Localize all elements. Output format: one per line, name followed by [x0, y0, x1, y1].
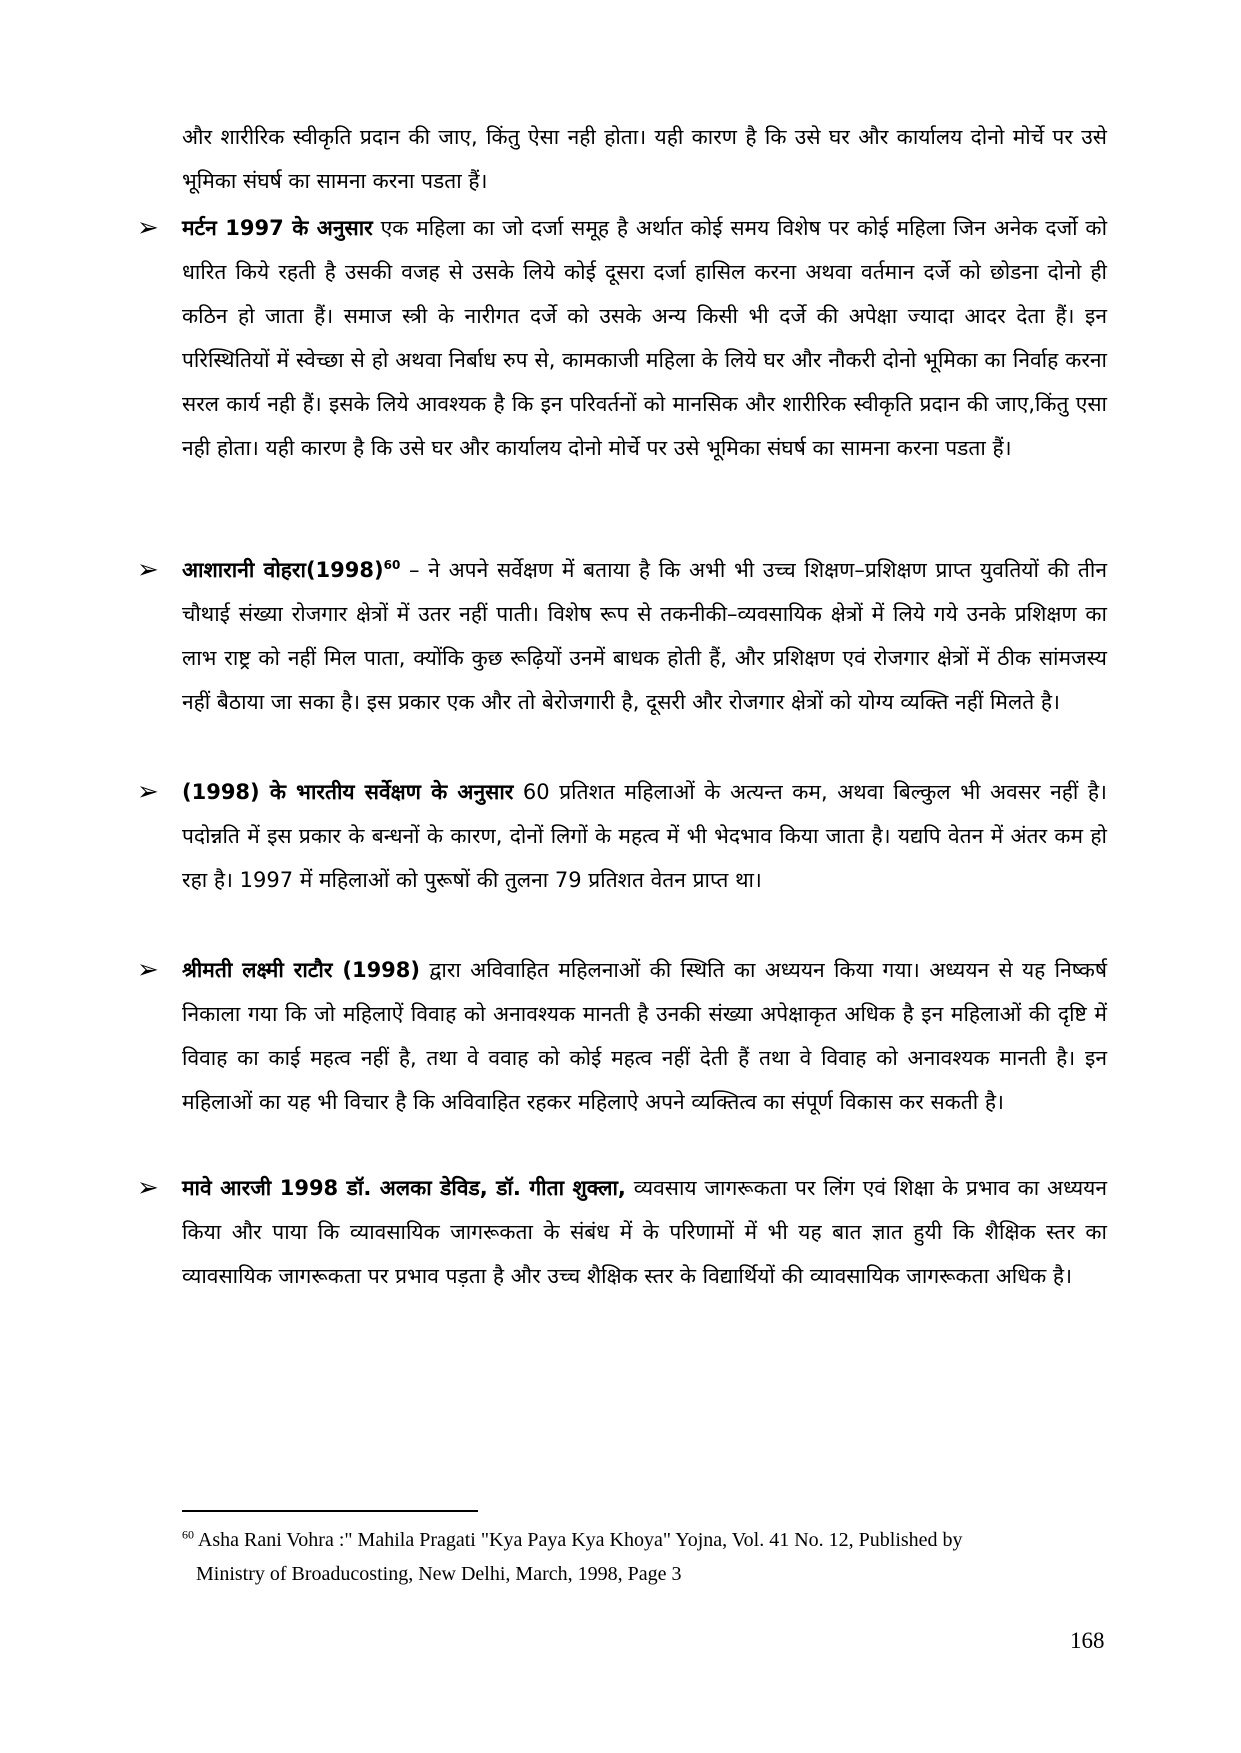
bullet-text: – ने अपने सर्वेक्षण में बताया है कि अभी भी उच्च शिक्षण–प्रशिक्षण प्राप्त युवतियों की तीन चौथाई संख्या रोजगार क्षेत्रों में उतर नहीं पाती। विशेष रूप से तकनीकी–व्यवसायिक क्षेत्रों में लिये गये उनके प्रशिक्षण का लाभ राष्ट्र को नहीं मिल पाता, क्योंकि कुछ रूढ़ियों उनमें बाधक होती हैं, और प्रशिक्षण एवं रोजगार क्षेत्रों में ठीक सांमजस्य नहीं बैठाया जा सका है। इस प्रकार एक और तो बेरोजगारी है, दूसरी और रोजगार क्षेत्रों को योग्य व्यक्ति नहीं मिलते है। [182, 558, 1107, 714]
bullet-text: व्यवसाय जागरूकता पर लिंग एवं शिक्षा के प्रभाव का अध्ययन किया और पाया कि व्यावसायिक जागरूकता के संबंध में के परिणामों में भी यह बात ज्ञात हुयी कि शैक्षिक स्तर का व्यावसायिक जागरूकता पर प्रभाव पड़ता है और उच्च शैक्षिक स्तर के विद्यार्थियों की व्यावसायिक जागरूकता अधिक है। [182, 1176, 1107, 1288]
footnote [182, 1523, 1107, 1591]
bullet-merton [137, 206, 1107, 470]
arrow-bullet-icon: ➢ [137, 1173, 159, 1203]
bullet-lead: श्रीमती लक्ष्मी राटौर (1998) [182, 958, 420, 982]
footnote-line-1: Asha Rani Vohra :" Mahila Pragati "Kya Paya Kya Khoya" Yojna, Vol. 41 No. 12, Published by [197, 1529, 963, 1551]
arrow-bullet-icon: ➢ [137, 213, 159, 243]
bullet-lead: आशारानी वोहरा(1998) [182, 558, 384, 582]
footnote-reference: 60 [383, 558, 401, 572]
footnote-line-2: Ministry of Broaducosting, New Delhi, March, 1998, Page 3 [196, 1563, 682, 1585]
bullet-text: 60 प्रतिशत महिलाओं के अत्यन्त कम, अथवा बिल्कुल भी अवसर नहीं है। पदोन्नति में इस प्रकार के बन्धनों के कारण, दोनों लिगों के महत्व में भी भेदभाव किया जाता है। यद्यपि वेतन में अंतर कम हो रहा है। 1997 में महिलाओं को पुरूषों की तुलना 79 प्रतिशत वेतन प्राप्त था। [182, 780, 1107, 892]
bullet-lead: मावे आरजी 1998 डॉ. अलका डेविड, डॉ. गीता शुक्ला, [182, 1176, 626, 1200]
bullet-lead: मर्टन 1997 के अनुसार [182, 216, 373, 240]
arrow-bullet-icon: ➢ [137, 955, 159, 985]
intro-paragraph: और शारीरिक स्वीकृति प्रदान की जाए, किंतु ऐसा नही होता। यही कारण है कि उसे घर और कार्यालय दोनो मोर्चे पर उसे भूमिका संघर्ष का सामना करना पडता हैं। [182, 125, 1107, 193]
bullet-rathore [137, 948, 1107, 1124]
bullet-text: एक महिला का जो दर्जा समूह है अर्थात कोई समय विशेष पर कोई महिला जिन अनेक दर्जो को धारित किये रहती है उसकी वजह से उसके लिये कोई दूसरा दर्जा हासिल करना अथवा वर्तमान दर्जे को छोडना दोनो ही कठिन हो जाता हैं। समाज स्त्री के नारीगत दर्जे को उसके अन्य किसी भी दर्जे की अपेक्षा ज्यादा आदर देता हैं। इन परिस्थितियों में स्वेच्छा से हो अथवा निर्बाध रुप से, कामकाजी महिला के लिये घर और नौकरी दोनो भूमिका का निर्वाह करना सरल कार्य नही हैं। इसके लिये आवश्यक है कि इन परिवर्तनों को मानसिक और शारीरिक स्वीकृति प्रदान की जाए,किंतु एसा नही होता। यही कारण है कि उसे घर और कार्यालय दोनो मोर्चे पर उसे भूमिका संघर्ष का सामना करना पडता हैं। [182, 216, 1108, 460]
bullet-lead: (1998) के भारतीय सर्वेक्षण के अनुसार [182, 780, 514, 804]
page-number: 168 [1070, 1628, 1105, 1653]
bullet-mave [137, 1166, 1107, 1298]
bullet-indian-survey [137, 770, 1107, 902]
bullet-vohra [137, 548, 1107, 724]
arrow-bullet-icon: ➢ [137, 555, 159, 585]
footnote-number: 60 [182, 1527, 194, 1542]
bullet-text: द्वारा अविवाहित महिलनाओं की स्थिति का अध्ययन किया गया। अध्ययन से यह निष्कर्ष निकाला गया कि जो महिलाऐं विवाह को अनावश्यक मानती है उनकी संख्या अपेक्षाकृत अधिक है इन महिलाओं की दृष्टि में विवाह का काई महत्व नहीं है, तथा वे ववाह को कोई महत्व नहीं देती हैं तथा वे विवाह को अनावश्यक मानती है। इन महिलाओं का यह भी विचार है कि अविवाहित रहकर महिलाऐ अपने व्यक्तित्व का संपूर्ण विकास कर सकती है। [182, 958, 1107, 1114]
footnote-separator [182, 1510, 478, 1512]
arrow-bullet-icon: ➢ [137, 777, 159, 807]
